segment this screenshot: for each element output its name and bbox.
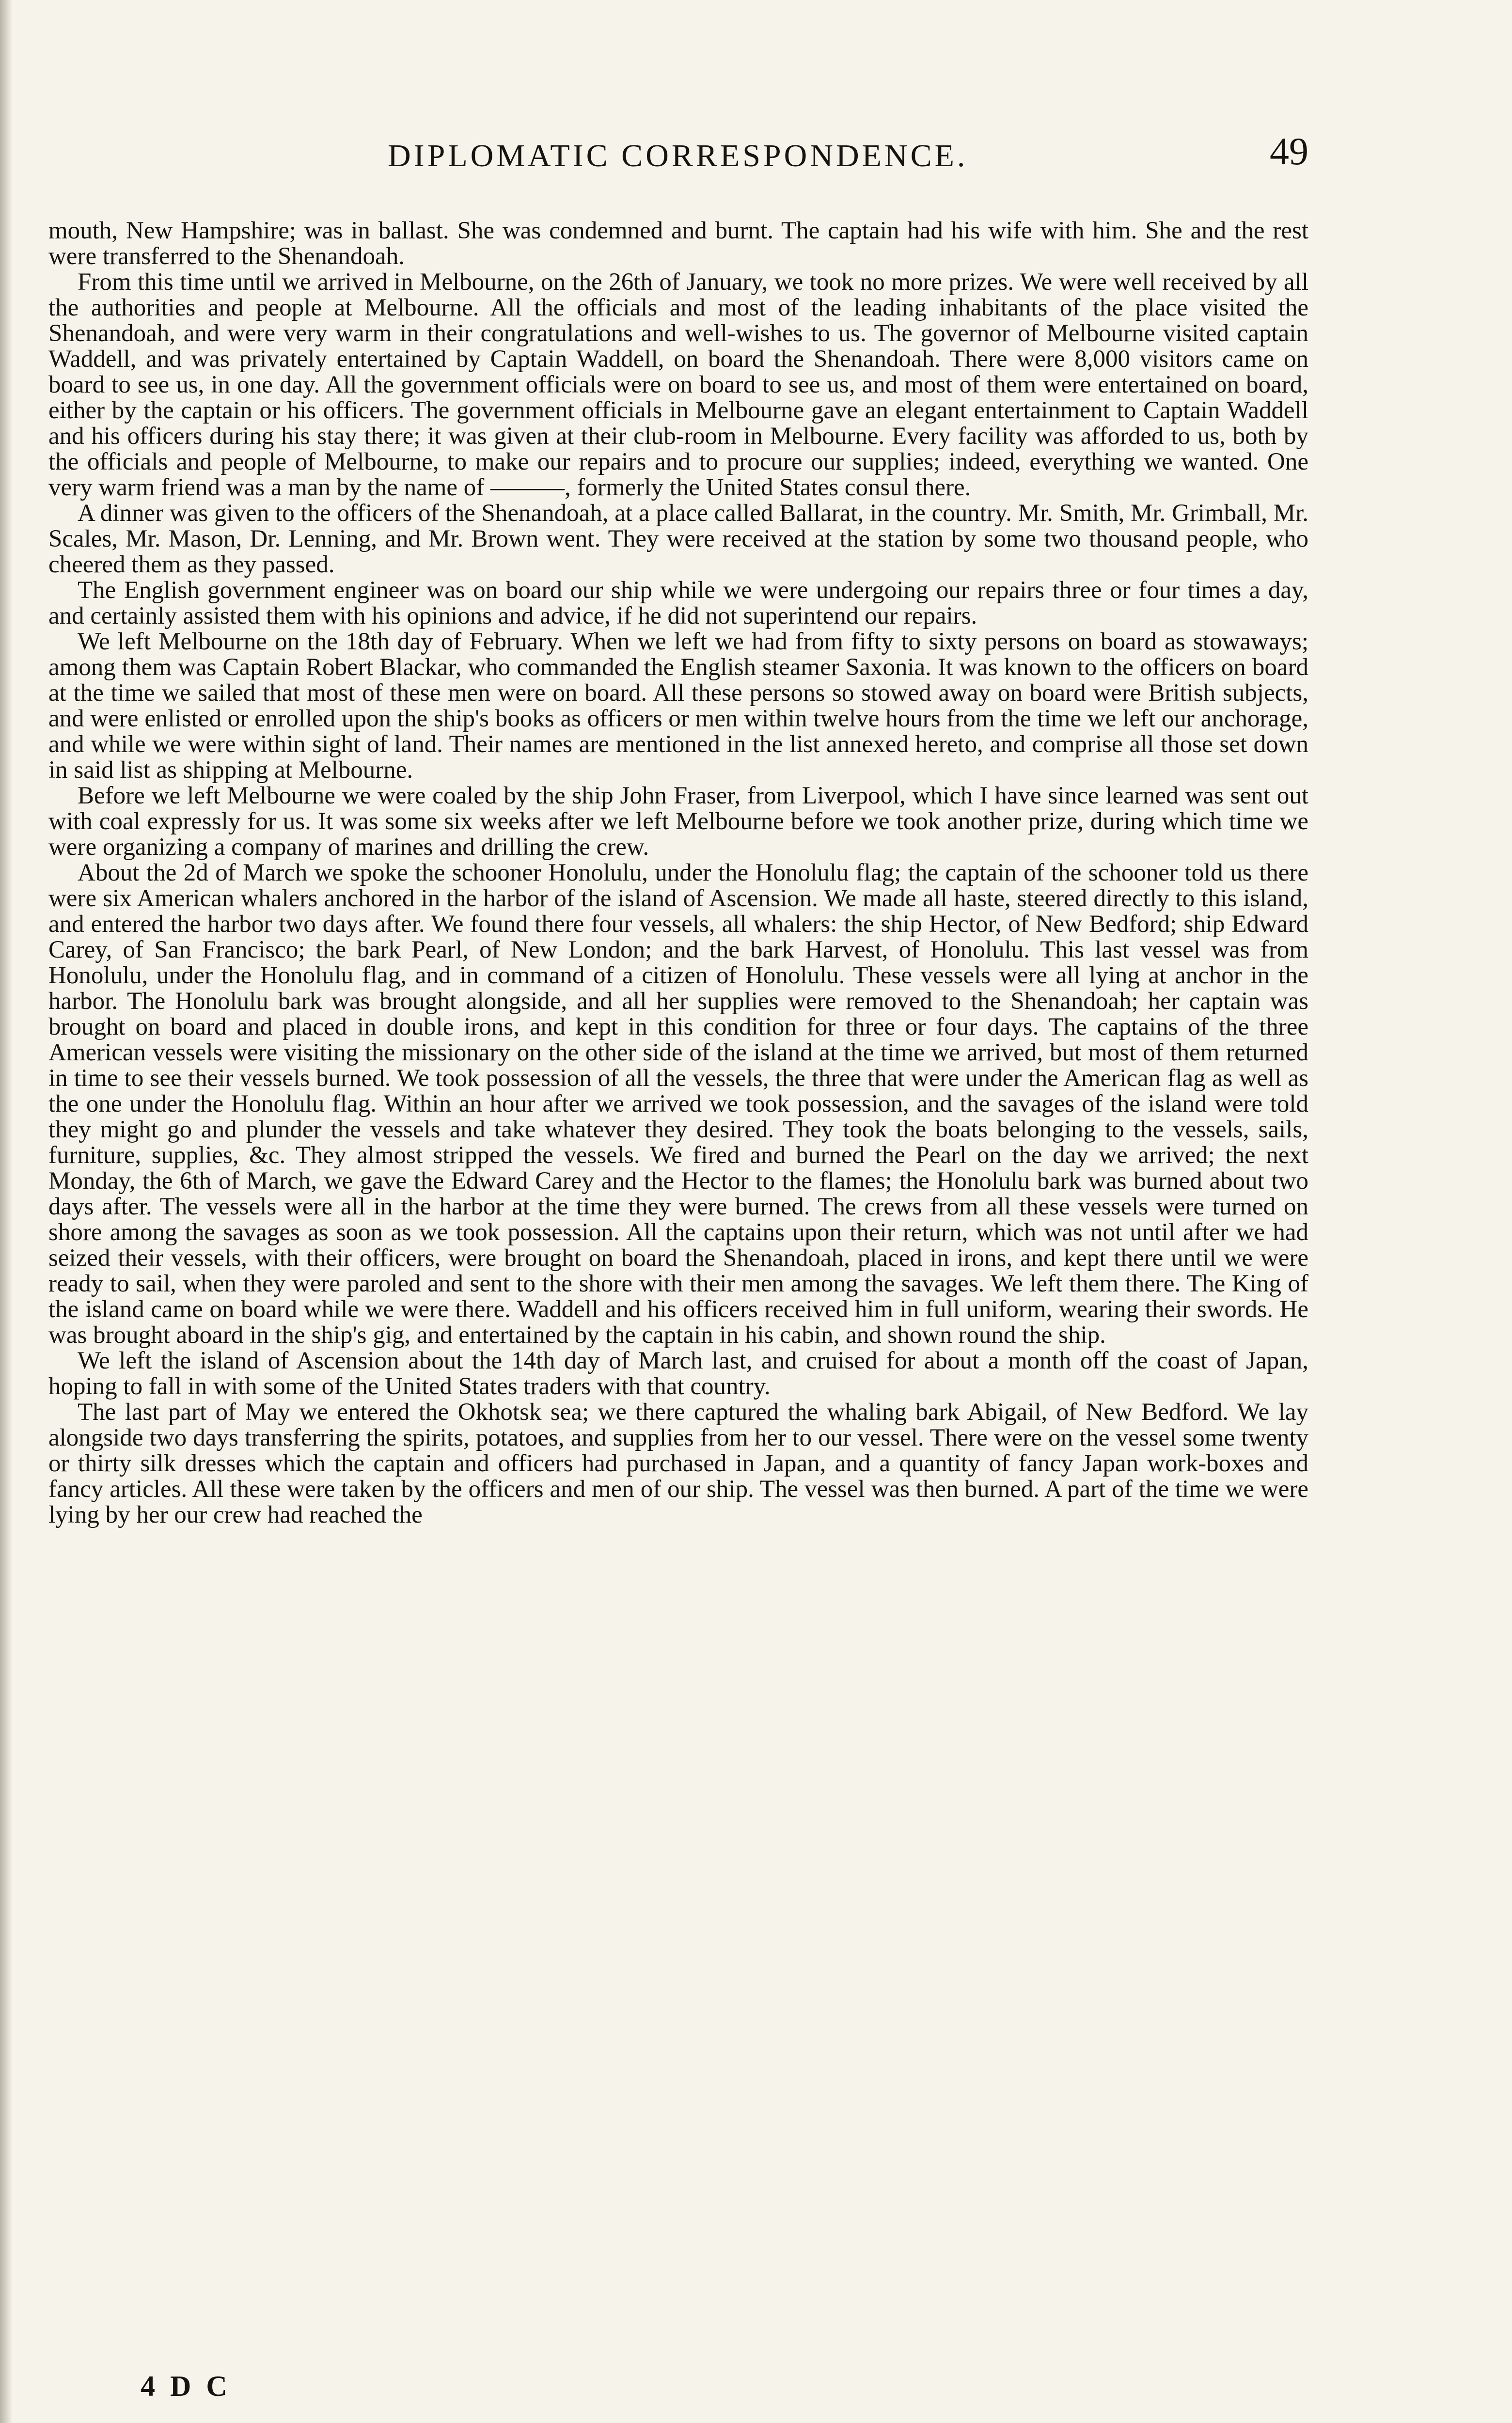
paragraph: We left the island of Ascension about the 14th day of March last, and cruised for about a month off the coast of Japan, hoping to fall in with some of the United States traders with that country. <box>48 1347 1308 1400</box>
page-footer <box>48 2370 1308 2408</box>
paragraph: From this time until we arrived in Melbourne, on the 26th of January, we took no more prizes. We were well received by all the authorities and people at Melbourne. All the officials and most of the leading inhabitants of the place visited the Shenandoah, and were very warm in their congratulations and well-wishes to us. The governor of Melbourne visited captain Waddell, and was privately entertained by Captain Waddell, on board the Shenandoah. There were 8,000 visitors came on board to see us, in one day. All the government officials were on board to see us, and most of them were entertained on board, either by the captain or his officers. The government officials in Melbourne gave an elegant entertainment to Captain Waddell and his officers during his stay there; it was given at their club-room in Melbourne. Every facility was afforded to us, both by the officials and people of Melbourne, to make our repairs and to procure our supplies; indeed, everything we wanted. One very warm friend was a man by the name of ———, formerly the United States consul there. <box>48 268 1308 501</box>
paragraph: A dinner was given to the officers of the Shenandoah, at a place called Ballarat, in the country. Mr. Smith, Mr. Grimball, Mr. Scales, Mr. Mason, Dr. Lenning, and Mr. Brown went. They were received at the station by some two thousand people, who cheered them as they passed. <box>48 500 1308 578</box>
page-number: 49 <box>1270 130 1308 173</box>
body-text <box>48 218 1308 1528</box>
paragraph: mouth, New Hampshire; was in ballast. She was condemned and burnt. The captain had his wife with him. She and the rest were transferred to the Shenandoah. <box>48 217 1308 270</box>
running-head: DIPLOMATIC CORRESPONDENCE. <box>388 138 968 173</box>
signature-mark: 4 D C <box>141 2370 231 2402</box>
paragraph: About the 2d of March we spoke the schooner Honolulu, under the Honolulu flag; the captain of the schooner told us there were six American whalers anchored in the harbor of the island of Ascension. We made all haste, steered directly to this island, and entered the harbor two days after. We found there four vessels, all whalers: the ship Hector, of New Bedford; ship Edward Carey, of San Francisco; the bark Pearl, of New London; and the bark Harvest, of Honolulu. This last vessel was from Honolulu, under the Honolulu flag, and in command of a citizen of Honolulu. These vessels were all lying at anchor in the harbor. The Honolulu bark was brought alongside, and all her supplies were removed to the Shenandoah; her captain was brought on board and placed in double irons, and kept in this condition for three or four days. The captains of the three American vessels were visiting the missionary on the other side of the island at the time we arrived, but most of them returned in time to see their vessels burned. We took possession of all the vessels, the three that were under the American flag as well as the one under the Honolulu flag. Within an hour after we arrived we took possession, and the savages of the island were told they might go and plunder the vessels and take whatever they desired. They took the boats belonging to the vessels, sails, furniture, supplies, &c. They almost stripped the vessels. We fired and burned the Pearl on the day we arrived; the next Monday, the 6th of March, we gave the Edward Carey and the Hector to the flames; the Honolulu bark was burned about two days after. The vessels were all in the harbor at the time they were burned. The crews from all these vessels were turned on shore among the savages as soon as we took possession. All the captains upon their return, which was not until after we had seized their vessels, with their officers, were brought on board the Shenandoah, placed in irons, and kept there until we were ready to sail, when they were paroled and sent to the shore with their men among the savages. We left them there. The King of the island came on board while we were there. Waddell and his officers received him in full uniform, wearing their swords. He was brought aboard in the ship's gig, and entertained by the captain in his cabin, and shown round the ship. <box>48 859 1308 1349</box>
paragraph: The English government engineer was on board our ship while we were undergoing our repairs three or four times a day, and certainly assisted them with his opinions and advice, if he did not superintend our repairs. <box>48 577 1308 629</box>
page-binding-edge <box>0 0 13 2423</box>
page-header <box>48 130 1308 178</box>
paragraph: The last part of May we entered the Okhotsk sea; we there captured the whaling bark Abigail, of New Bedford. We lay alongside two days transferring the spirits, potatoes, and supplies from her to our vessel. There were on the vessel some twenty or thirty silk dresses which the captain and officers had purchased in Japan, and a quantity of fancy Japan work-boxes and fancy articles. All these were taken by the officers and men of our ship. The vessel was then burned. A part of the time we were lying by her our crew had reached the <box>48 1399 1308 1528</box>
paragraph: Before we left Melbourne we were coaled by the ship John Fraser, from Liverpool, which I have since learned was sent out with coal expressly for us. It was some six weeks after we left Melbourne before we took another prize, during which time we were organizing a company of marines and drilling the crew. <box>48 782 1308 861</box>
paragraph: We left Melbourne on the 18th day of February. When we left we had from fifty to sixty persons on board as stowaways; among them was Captain Robert Blackar, who commanded the English steamer Saxonia. It was known to the officers on board at the time we sailed that most of these men were on board. All these persons so stowed away on board were British subjects, and were enlisted or enrolled upon the ship's books as officers or men within twelve hours from the time we left our anchorage, and while we were within sight of land. Their names are mentioned in the list annexed hereto, and comprise all those set down in said list as shipping at Melbourne. <box>48 628 1308 784</box>
